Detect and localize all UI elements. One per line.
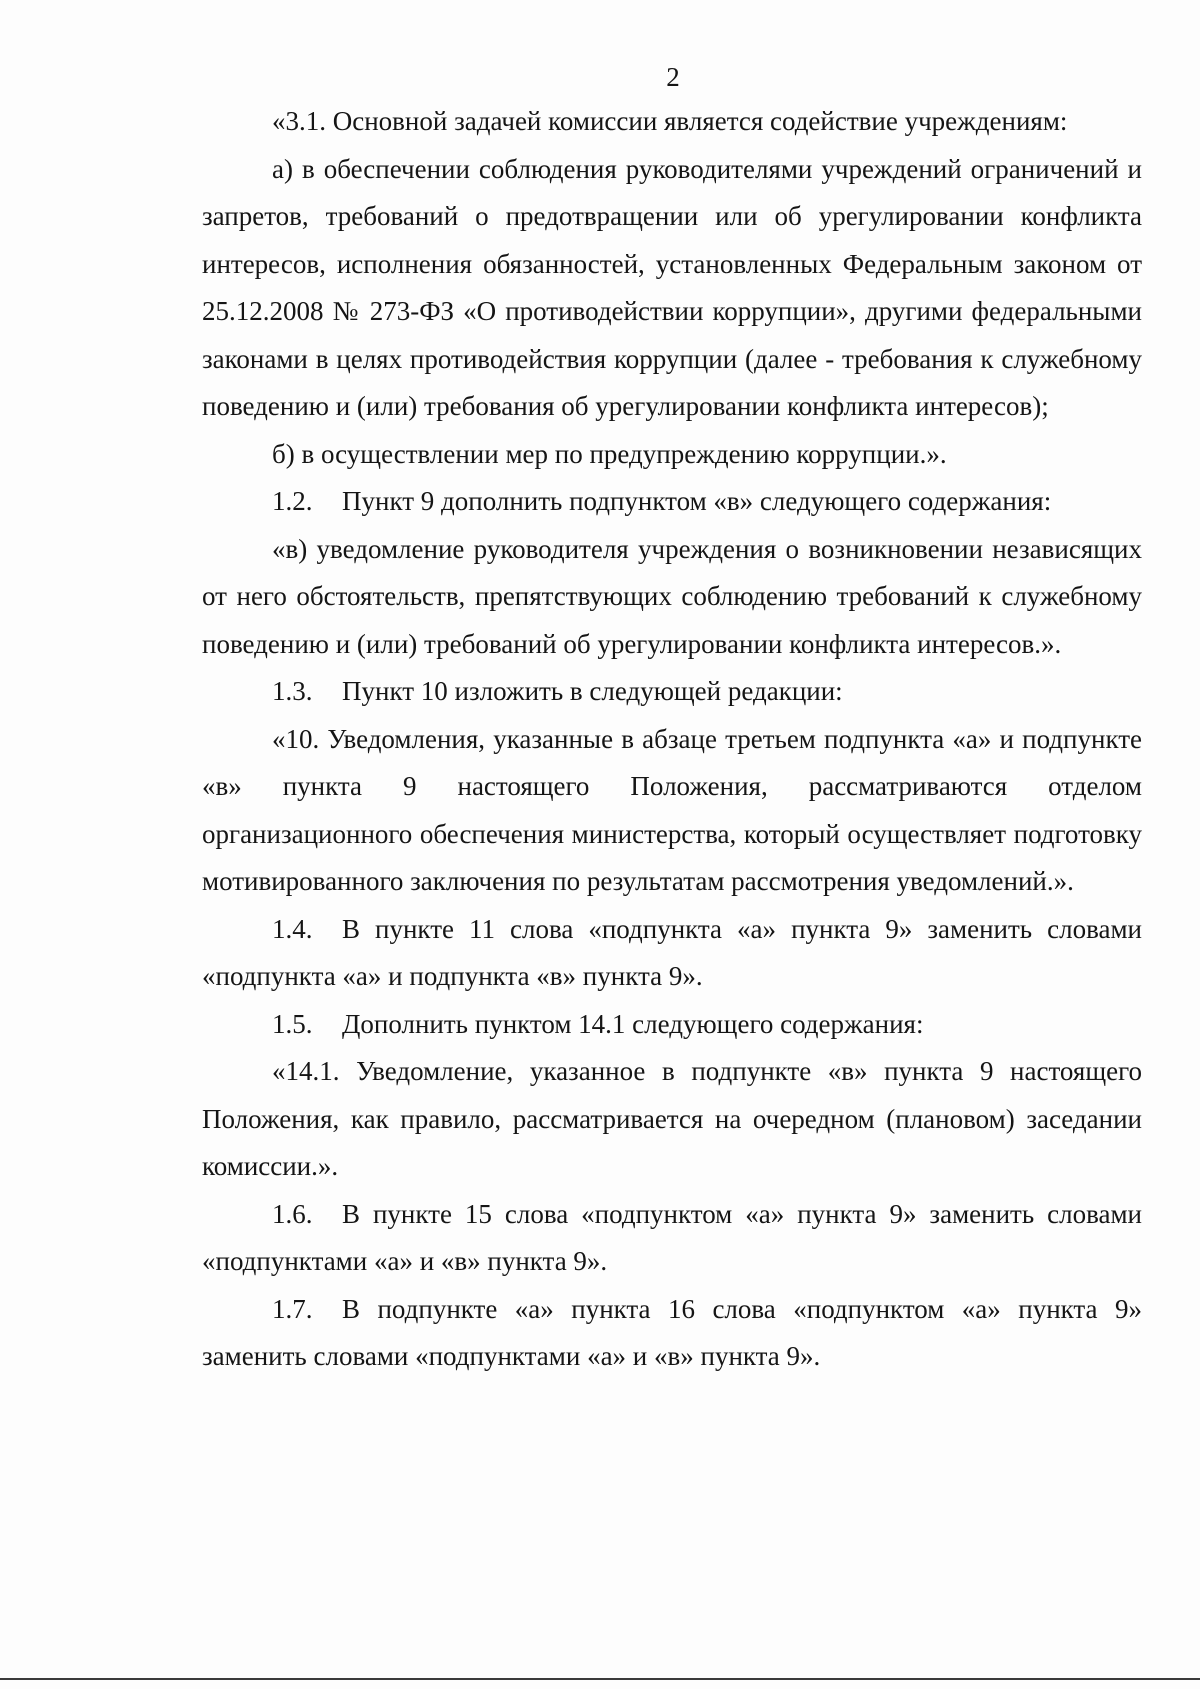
page-number: 2 [666,62,680,92]
paragraph-text: В пункте 15 слова «подпунктом «а» пункта 9» заменить словами «подпунктами «а» и «в» пункта 9». [202,1198,1142,1276]
clause-number: 1.3. [272,676,313,706]
paragraph-1-3 [202,668,1142,716]
paragraph-1-5 [202,1001,1142,1049]
paragraph-3-1 [202,98,1142,146]
clause-number: 1.5. [272,1008,313,1039]
paragraph-text: В подпункте «а» пункта 16 слова «подпунктом «а» пункта 9» заменить словами «подпунктами «а» и «в» пункта 9». [202,1293,1142,1371]
paragraph-text: «в) уведомление руководителя учреждения о возникновении независящих от него обстоятельств, препятствующих соблюдению требований к служебному поведению и (или) требований об урегулировании конфликта интересов.». [202,533,1142,659]
paragraph-3-1-b [202,431,1142,479]
document-body [202,98,1142,1381]
paragraph-3-1-a [202,146,1142,431]
clause-number: 1.2. [272,486,313,516]
paragraph-text: Дополнить пунктом 14.1 следующего содержания: [342,1008,924,1039]
paragraph-10 [202,716,1142,906]
paragraph-1-4 [202,906,1142,1001]
paragraph-text: Пункт 9 дополнить подпунктом «в» следующего содержания: [342,486,1052,516]
paragraph-text: «10. Уведомления, указанные в абзаце третьем подпункта «а» и подпункте «в» пункта 9 настоящего Положения, рассматриваются отделом организационного обеспечения министерства, который осуществляет подготовку мотивированного заключения по результатам рассмотрения уведомлений.». [202,723,1142,896]
clause-number: 1.4. [272,913,313,944]
paragraph-text: Пункт 10 изложить в следующей редакции: [342,676,843,706]
paragraph-text: В пункте 11 слова «подпункта «а» пункта 9» заменить словами «подпункта «а» и подпункта «в» пункта 9». [202,913,1142,991]
paragraph-9-v [202,526,1142,669]
clause-number: 1.6. [272,1198,313,1229]
paragraph-14-1 [202,1048,1142,1191]
paragraph-text: а) в обеспечении соблюдения руководителями учреждений ограничений и запретов, требований о предотвращении или об урегулировании конфликта интересов, исполнения обязанностей, установленных Федеральным законом от 25.12.2008 № 273-ФЗ «О противодействии коррупции», другими федеральными законами в целях противодействия коррупции (далее - требования к служебному поведению и (или) требования об урегулировании конфликта интересов); [202,153,1142,421]
paragraph-text: «14.1. Уведомление, указанное в подпункте «в» пункта 9 настоящего Положения, как правило, рассматривается на очередном (плановом) заседании комиссии.». [202,1056,1142,1181]
paragraph-text: «3.1. Основной задачей комиссии является содействие учреждениям: [272,106,1068,136]
paragraph-1-7 [202,1286,1142,1381]
scan-edge-line [0,1678,1200,1680]
paragraph-1-2 [202,478,1142,526]
paragraph-text: б) в осуществлении мер по предупреждению коррупции.». [272,438,947,469]
paragraph-1-6 [202,1191,1142,1286]
clause-number: 1.7. [272,1293,313,1324]
